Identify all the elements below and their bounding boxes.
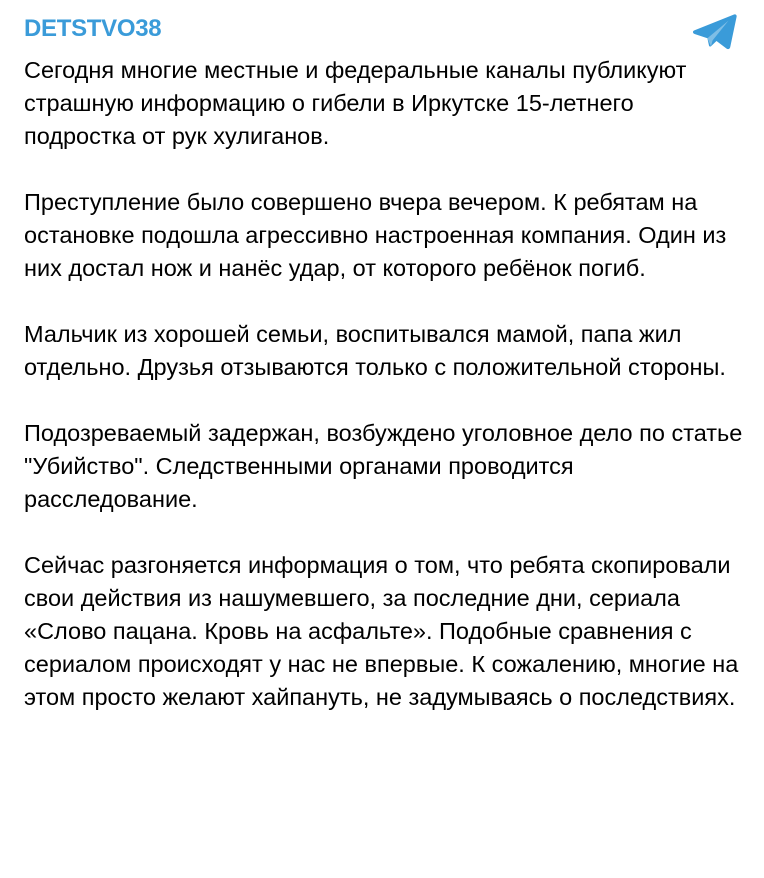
post-header: [24, 10, 740, 50]
post-paragraph: Сегодня многие местные и федеральные каналы публикуют страшную информацию о гибели в Иркутске 15-летнего подростка от рук хулиганов.: [24, 57, 687, 149]
telegram-icon[interactable]: [692, 12, 738, 52]
post-text: [24, 54, 744, 714]
post-paragraph: Подозреваемый задержан, возбуждено уголовное дело по статье "Убийство". Следственными органами проводится расследование.: [24, 420, 743, 512]
post-paragraph: Преступление было совершено вчера вечером. К ребятам на остановке подошла агрессивно настроенная компания. Один из них достал нож и нанёс удар, от которого ребёнок погиб.: [24, 189, 727, 281]
channel-name-link[interactable]: DETSTVO38: [24, 15, 162, 42]
post-paragraph: Сейчас разгоняется информация о том, что ребята скопировали свои действия из нашумевшего, за последние дни, сериала «Слово пацана. Кровь на асфальте». Подобные сравнения с сериалом происходят у нас не впервые. К сожалению, многие на этом просто желают хайпануть, не задумываясь о последствиях.: [24, 552, 739, 710]
post-paragraph: Мальчик из хорошей семьи, воспитывался мамой, папа жил отдельно. Друзья отзываются только с положительной стороны.: [24, 321, 726, 380]
